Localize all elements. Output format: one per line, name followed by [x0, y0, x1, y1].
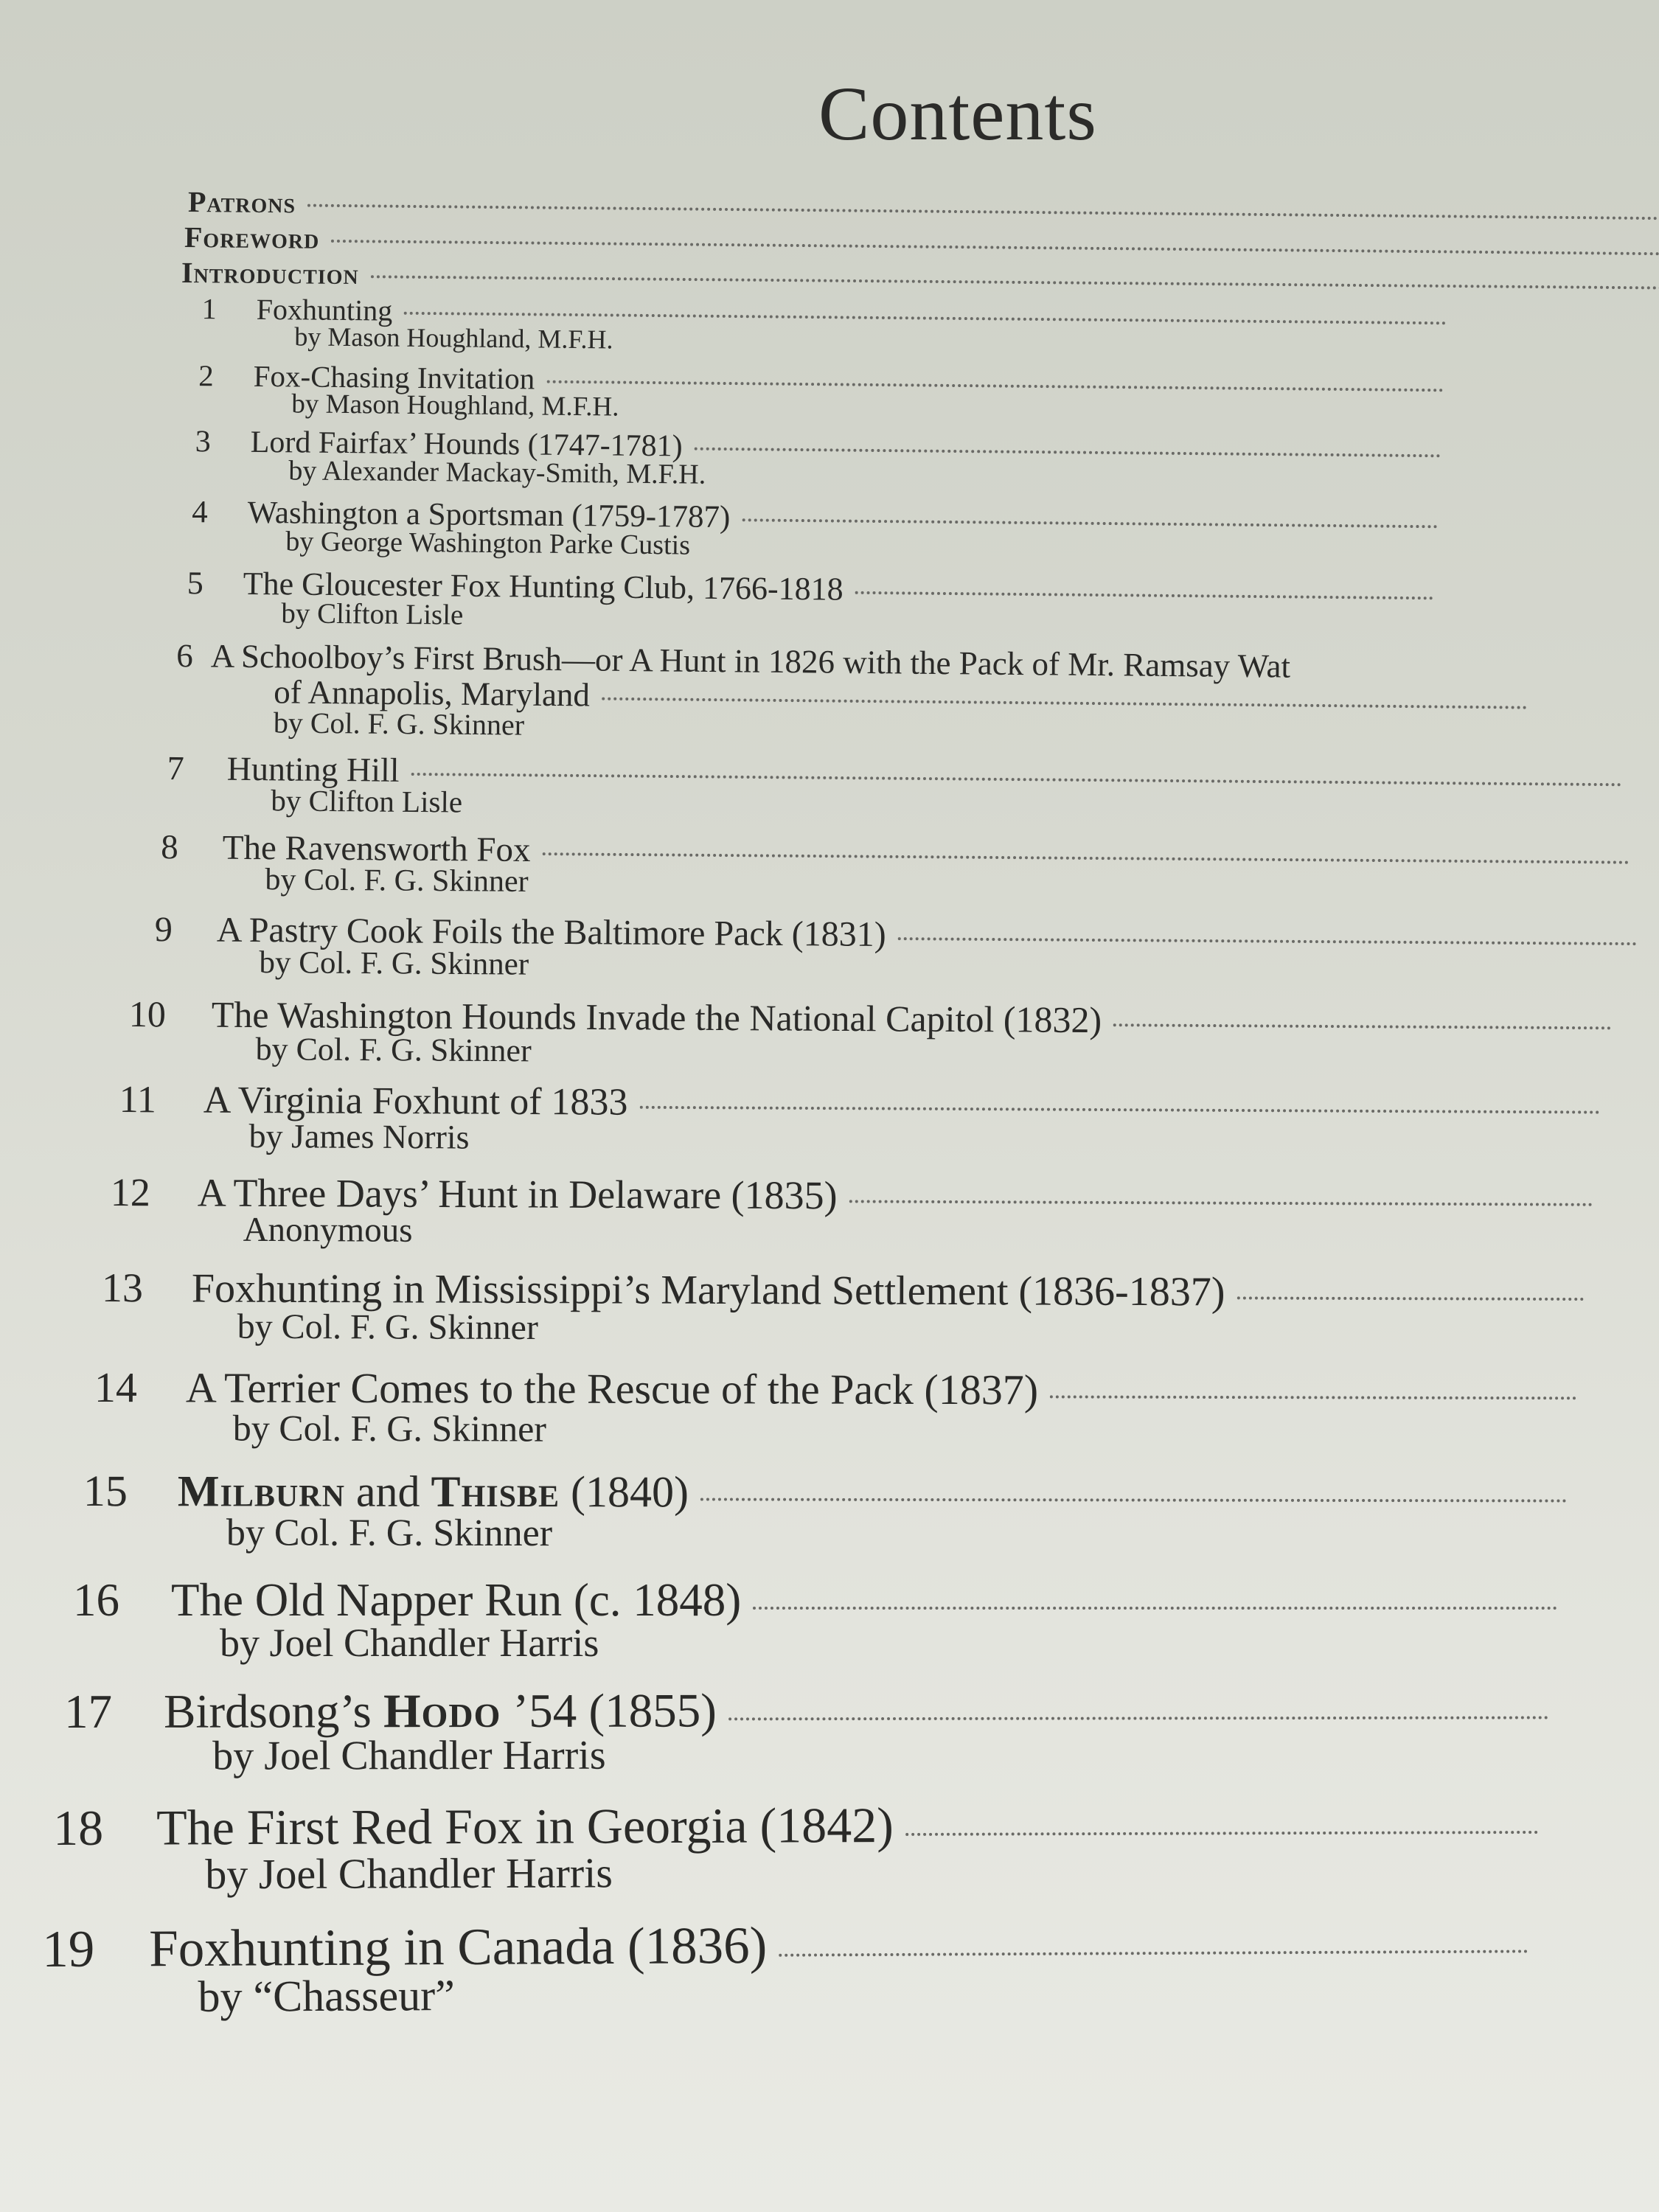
entry-title-name: Thisbe [431, 1467, 560, 1517]
toc-entry [103, 1169, 1659, 1256]
dot-leader [728, 1716, 1548, 1720]
entry-author: by Alexander Mackay-Smith, M.F.H. [288, 455, 706, 490]
entry-title-name: Hodo [383, 1684, 501, 1739]
toc-entry [154, 827, 1659, 911]
toc-entry [147, 909, 1659, 992]
entry-author: by Joel Chandler Harris [220, 1621, 599, 1665]
entry-author: by James Norris [248, 1116, 470, 1156]
entry-author: by Col. F. G. Skinner [255, 1031, 532, 1069]
entry-number: 14 [94, 1363, 137, 1412]
entry-title: Lord Fairfax’ Hounds (1747-1781) [250, 425, 683, 464]
entry-number: 12 [110, 1170, 150, 1215]
dot-leader [849, 1200, 1593, 1206]
page-title: Contents [818, 72, 1097, 156]
entry-author: by Col. F. G. Skinner [237, 1307, 538, 1348]
entry-title-part: (1840) [559, 1467, 689, 1517]
entry-title: A Schoolboy’s First Brush—or A Hunt in 1826 with the Pack of Mr. Ramsay Wat [210, 637, 1291, 685]
entry-number: 18 [53, 1799, 104, 1856]
dot-leader [779, 1950, 1528, 1956]
entry-author: by Joel Chandler Harris [212, 1732, 606, 1779]
entry-title: Foxhunting in Canada (1836) [149, 1916, 768, 1978]
dot-leader [371, 275, 1659, 290]
toc-entry [161, 748, 1659, 832]
entry-number: 17 [64, 1685, 113, 1739]
toc-entry [59, 1682, 1659, 1780]
entry-number: 16 [73, 1574, 119, 1626]
entry-number: 19 [42, 1920, 95, 1978]
entry-title: The Ravensworth Fox [222, 828, 531, 870]
dot-leader [700, 1498, 1567, 1502]
entry-number: 9 [154, 910, 173, 950]
toc-entry [94, 1265, 1659, 1352]
entry-author: by Col. F. G. Skinner [259, 945, 529, 982]
entry-title-part: and [344, 1467, 431, 1516]
entry-title: Hunting Hill [226, 749, 400, 789]
toc-entry [87, 1363, 1659, 1453]
toc-entry [110, 1078, 1659, 1164]
dot-leader [753, 1607, 1557, 1610]
entry-author: by Col. F. G. Skinner [232, 1407, 547, 1450]
entry-title: A Terrier Comes to the Rescue of the Pack (1837) [185, 1363, 1039, 1414]
entry-author: by “Chasseur” [198, 1971, 455, 2021]
entry-number: 2 [198, 358, 214, 393]
entry-title: Washington a Sportsman (1759-1787) [247, 495, 731, 535]
dot-leader [411, 773, 1622, 786]
dot-leader [639, 1106, 1599, 1114]
entry-title: A Pastry Cook Foils the Baltimore Pack (1831) [216, 910, 886, 954]
entry-author: by Mason Houghland, M.F.H. [294, 321, 613, 355]
entry-number: 4 [192, 495, 208, 530]
entry-title-name: Milburn [177, 1467, 345, 1516]
entry-author: by Col. F. G. Skinner [265, 863, 529, 899]
entry-number: 1 [201, 292, 217, 326]
entry-author: by Mason Houghland, M.F.H. [291, 389, 619, 422]
dot-leader [1113, 1023, 1611, 1029]
dot-leader [695, 448, 1441, 458]
entry-author: by George Washington Parke Custis [285, 526, 691, 561]
dot-leader [602, 698, 1527, 709]
entry-title-part: Birdsong’s [164, 1685, 384, 1739]
entry-number: 13 [101, 1265, 143, 1312]
toc-entry [179, 564, 1659, 646]
toc-entry [49, 1793, 1659, 1899]
entry-title: The Old Napper Run (c. 1848) [171, 1574, 742, 1626]
entry-number: 6 [176, 637, 193, 675]
entry-author: by Col. F. G. Skinner [273, 706, 525, 742]
toc-entry [184, 494, 1659, 574]
entry-title: Foxhunting in Mississippi’s Maryland Settlement (1836-1837) [191, 1265, 1225, 1315]
dot-leader [1050, 1395, 1576, 1399]
toc-entry [121, 992, 1659, 1078]
entry-number: 15 [83, 1467, 128, 1516]
dot-leader [742, 518, 1437, 528]
entry-number: 8 [161, 828, 178, 867]
dot-leader [331, 240, 1659, 256]
entry-title-part: ’54 (1855) [501, 1684, 717, 1738]
dot-leader [898, 937, 1637, 945]
entry-title: Foxhunting [256, 292, 393, 327]
entry-number: 10 [128, 993, 166, 1035]
entry-title: The First Red Fox in Georgia (1842) [156, 1797, 894, 1856]
front-label: Foreword [184, 220, 320, 255]
entry-author: by Joel Chandler Harris [205, 1848, 613, 1899]
entry-title: The Washington Hounds Invade the National Capitol (1832) [211, 993, 1102, 1041]
entry-number: 11 [119, 1079, 156, 1121]
entry-title: The Gloucester Fox Hunting Club, 1766-1818 [243, 565, 844, 608]
front-label: Introduction [181, 256, 359, 291]
toc-entry [170, 636, 1659, 756]
toc-entry [192, 291, 1659, 368]
toc-entry [189, 358, 1659, 436]
toc-entry [38, 1910, 1659, 2023]
dot-leader [404, 312, 1446, 325]
entry-number: 3 [195, 425, 211, 459]
entry-title: Fox-Chasing Invitation [253, 358, 535, 396]
entry-number: 5 [187, 565, 204, 602]
dot-leader [307, 204, 1659, 220]
dot-leader [855, 591, 1433, 600]
dot-leader [1237, 1296, 1583, 1301]
toc-entry [68, 1573, 1659, 1666]
dot-leader [546, 380, 1443, 392]
entry-author: Anonymous [243, 1210, 413, 1250]
dot-leader [542, 852, 1629, 864]
entry-author: by Clifton Lisle [281, 597, 464, 631]
entry-title: A Three Days’ Hunt in Delaware (1835) [197, 1170, 838, 1218]
dot-leader [905, 1831, 1538, 1836]
entry-number: 7 [167, 749, 184, 787]
entry-title: A Virginia Foxhunt of 1833 [203, 1079, 628, 1124]
entry-author: by Col. F. G. Skinner [226, 1512, 553, 1555]
entry-title-continued: of Annapolis, Maryland [274, 673, 591, 714]
front-label: Patrons [187, 185, 296, 220]
entry-title [178, 1466, 689, 1517]
toc-entry [187, 424, 1659, 503]
entry-author: by Clifton Lisle [271, 783, 463, 819]
toc-entry [77, 1466, 1659, 1557]
